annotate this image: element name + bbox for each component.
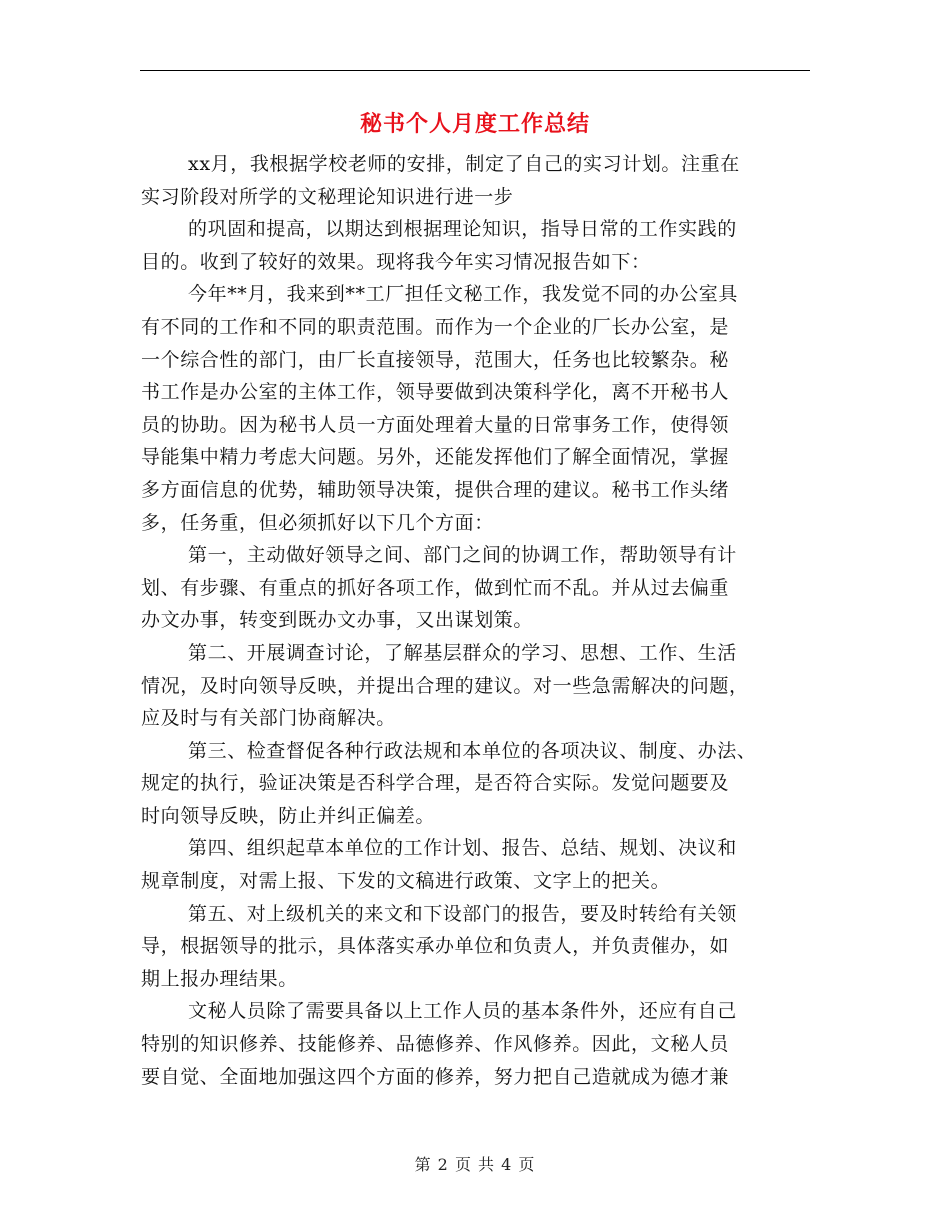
body-text-line: 多方面信息的优势，辅助领导决策，提供合理的建议。秘书工作头绪 [141,478,730,501]
body-text-line: 第三、检查督促各种行政法规和本单位的各项决议、制度、办法、 [188,739,757,762]
body-text-line: 划、有步骤、有重点的抓好各项工作，做到忙而不乱。并从过去偏重 [141,576,730,599]
body-text-line: 第四、组织起草本单位的工作计划、报告、总结、规划、决议和 [188,837,737,860]
body-text-line: 第五、对上级机关的来文和下设部门的报告，要及时转给有关领 [188,902,737,925]
body-text-line: 今年**月，我来到**工厂担任文秘工作，我发觉不同的办公室具 [188,283,739,306]
body-text-line: xx月，我根据学校老师的安排，制定了自己的实习计划。注重在 [188,153,740,175]
body-text-line: 书工作是办公室的主体工作，领导要做到决策科学化，离不开秘书人 [141,381,730,404]
body-text-line: 特别的知识修养、技能修养、品德修养、作风修养。因此，文秘人员 [141,1033,730,1056]
header-rule [140,70,810,71]
body-text-line: 文秘人员除了需要具备以上工作人员的基本条件外，还应有自己 [188,1000,737,1023]
body-text-line: 有不同的工作和不同的职责范围。而作为一个企业的厂长办公室，是 [141,315,730,338]
body-text-line: 目的。收到了较好的效果。现将我今年实习情况报告如下： [141,250,651,273]
document-body [141,148,811,1093]
body-text-line: 导能集中精力考虑大问题。另外，还能发挥他们了解全面情况，掌握 [141,446,730,469]
body-text-line: 办文办事，转变到既办文办事，又出谋划策。 [141,609,534,632]
document-title: 秘书个人月度工作总结 [359,112,590,137]
body-text-line: 情况，及时向领导反映，并提出合理的建议。对一些急需解决的问题， [141,674,749,697]
body-text-line: 要自觉、全面地加强这四个方面的修养，努力把自己造就成为德才兼 [141,1065,730,1088]
body-text-line: 多，任务重，但必须抓好以下几个方面： [141,511,494,534]
body-text-line: 的巩固和提高，以期达到根据理论知识，指导日常的工作实践的 [188,218,737,241]
body-text-line: 应及时与有关部门协商解决。 [141,707,396,730]
body-text-line: 期上报办理结果。 [141,967,298,990]
body-text-line: 规章制度，对需上报、下发的文稿进行政策、文字上的把关。 [141,870,671,893]
body-text-line: 时向领导反映，防止并纠正偏差。 [141,804,436,827]
body-text-line: 一个综合性的部门，由厂长直接领导，范围大，任务也比较繁杂。秘 [141,348,730,371]
body-text-line: 第二、开展调查讨论，了解基层群众的学习、思想、工作、生活 [188,641,737,664]
body-text-line: 规定的执行，验证决策是否科学合理，是否符合实际。发觉问题要及 [141,772,730,795]
page-footer: 第 2 页 共 4 页 [414,1155,536,1174]
body-text-line: 员的协助。因为秘书人员一方面处理着大量的日常事务工作，使得领 [141,413,730,436]
body-text-line: 实习阶段对所学的文秘理论知识进行进一步 [141,185,514,208]
body-text-line: 导，根据领导的批示，具体落实承办单位和负责人，并负责催办，如 [141,935,730,958]
body-text-line: 第一，主动做好领导之间、部门之间的协调工作，帮助领导有计 [188,544,737,567]
